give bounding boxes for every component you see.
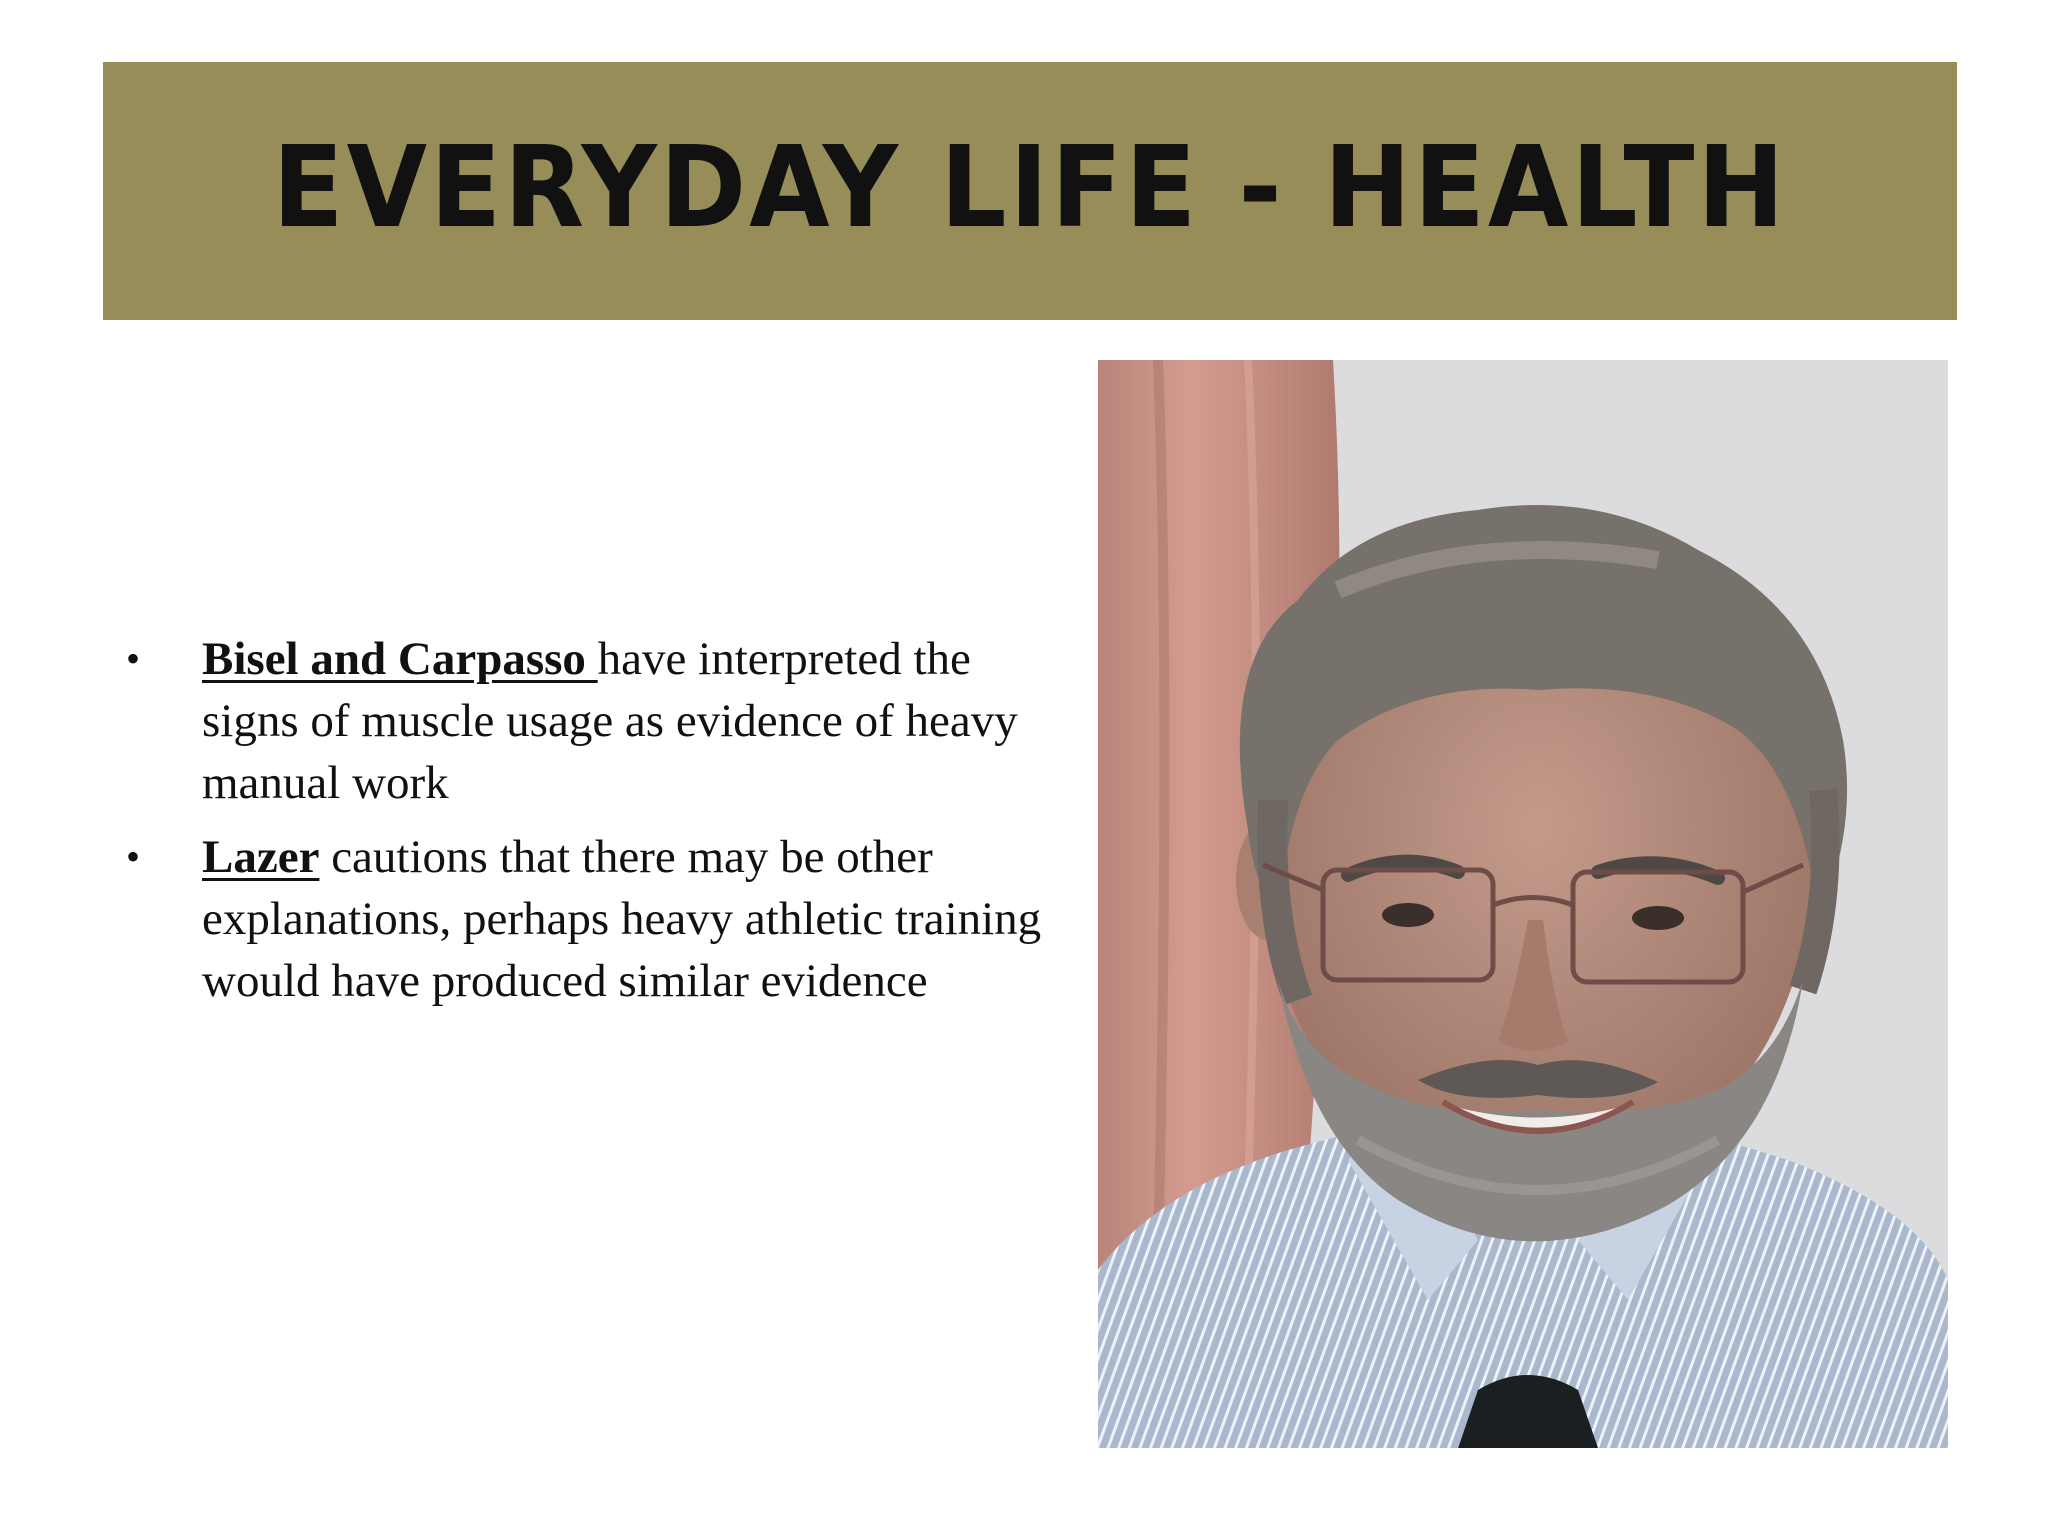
bullet-icon: • <box>126 636 141 681</box>
portrait-illustration <box>1098 360 1948 1448</box>
bullet-text: have interpreted the signs of muscle usage as evidence of heavy manual work <box>202 633 1018 809</box>
bullet-item-lazer <box>118 826 1068 1012</box>
eye-left <box>1382 903 1434 927</box>
bullet-name: Bisel and Carpasso <box>202 633 598 685</box>
slide-title: EVERYDAY LIFE - HEALTH <box>272 121 1788 253</box>
bullet-item-bisel <box>118 628 1068 814</box>
eye-right <box>1632 906 1684 930</box>
title-bar <box>103 62 1957 320</box>
portrait-photo <box>1098 360 1948 1448</box>
slide-content <box>118 628 1068 1024</box>
bullet-icon: • <box>126 834 141 879</box>
bullet-text: cautions that there may be other explanations, perhaps heavy athletic training would have produced similar evidence <box>202 831 1042 1007</box>
bullet-name: Lazer <box>202 831 320 883</box>
bullet-list <box>118 628 1068 1012</box>
